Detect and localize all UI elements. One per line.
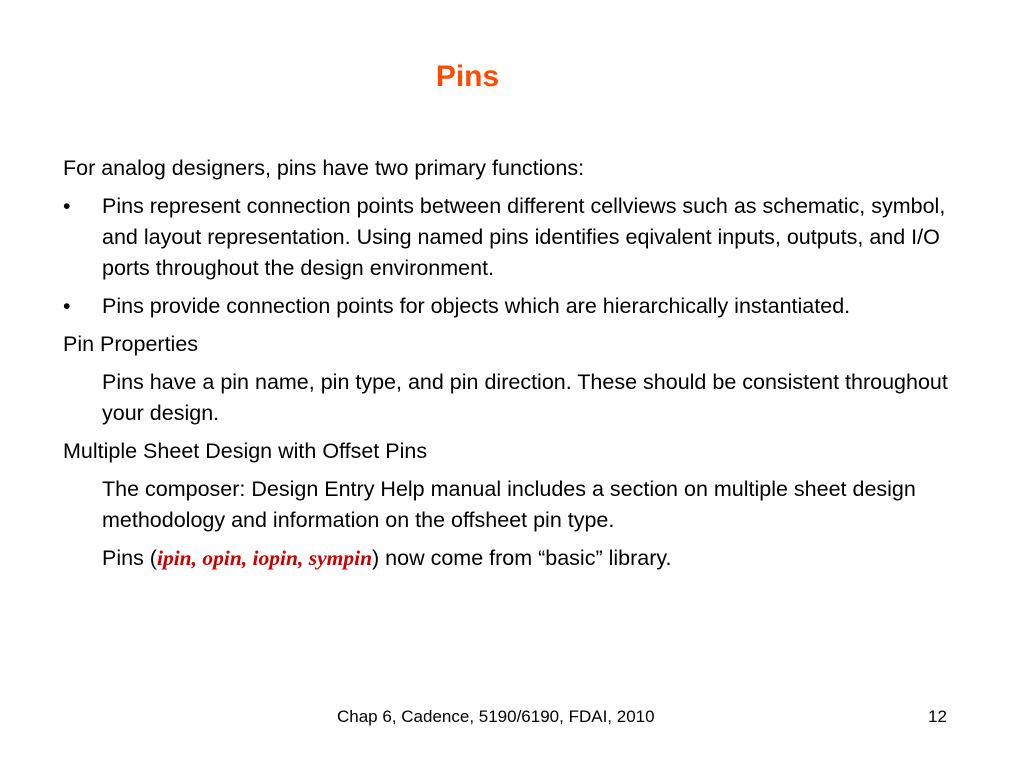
pin-type-names: ipin, opin, iopin, sympin [156,546,373,570]
slide-footer: Chap 6, Cadence, 5190/6190, FDAI, 2010 [337,707,655,726]
slide-title: Pins [435,60,500,93]
multisheet-heading: Multiple Sheet Design with Offset Pins [63,439,428,463]
slide-body [63,153,963,581]
bullet-marker: • [63,194,71,218]
pins-line-suffix: ) now come from “basic” library. [372,546,672,570]
bullet-marker: • [63,294,71,318]
pin-properties-text: Pins have a pin name, pin type, and pin direction. These should be consistent throughout your design. [102,370,948,425]
page-number: 12 [928,707,947,726]
intro-text: For analog designers, pins have two primary functions: [63,156,585,180]
pins-line-prefix: Pins ( [102,546,157,570]
bullet-item [63,191,963,284]
pin-properties-heading: Pin Properties [63,332,199,356]
multisheet-text: The composer: Design Entry Help manual includes a section on multiple sheet design methodology and information on the offsheet pin type. [102,477,916,532]
bullet-text: Pins provide connection points for objects which are hierarchically instantiated. [102,294,851,318]
pins-library-line [63,543,963,574]
bullet-text: Pins represent connection points between different cellviews such as schematic, symbol, and layout representation. Using named pins identifies eqivalent inputs, outputs, and I/O ports throughout the design environment. [102,194,946,280]
bullet-item [63,291,963,322]
